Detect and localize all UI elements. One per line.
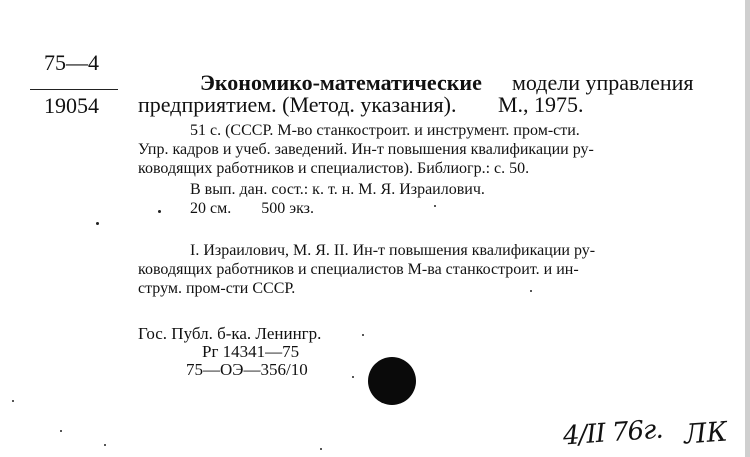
tracing-line-1: I. Израилович, М. Я. II. Ин-т повышения квалификации ру- bbox=[190, 242, 596, 259]
handwritten-initials: ЛК bbox=[682, 416, 729, 451]
tracing-line-3: струм. пром-сти СССР. bbox=[138, 280, 296, 297]
call-number-divider bbox=[30, 89, 118, 90]
library-code: Рг 14341—75 bbox=[202, 342, 300, 361]
edition-count: 500 экз. bbox=[261, 200, 314, 217]
scan-speck bbox=[320, 448, 322, 450]
card-edge bbox=[745, 0, 750, 457]
title-line-2 bbox=[138, 92, 584, 118]
scan-speck bbox=[12, 400, 14, 402]
library-name: Гос. Публ. б-ка. Ленингр. bbox=[138, 324, 322, 343]
title-bold: Экономико-математические bbox=[200, 70, 482, 95]
scan-speck bbox=[158, 210, 161, 213]
tracing-line-2: ководящих работников и специалистов М-ва станкостроит. и ин- bbox=[138, 261, 579, 278]
description-line-3: ководящих работников и специалистов). Библиогр.: с. 50. bbox=[138, 160, 530, 177]
card-number: 75—ОЭ—356/10 bbox=[186, 360, 308, 379]
title-rest: модели управления bbox=[512, 70, 694, 95]
description-line-2: Упр. кадров и учеб. заведений. Ин-т повышения квалификации ру- bbox=[138, 141, 594, 158]
scan-speck bbox=[352, 376, 354, 378]
punch-hole bbox=[368, 357, 416, 405]
scan-speck bbox=[530, 290, 532, 292]
scan-speck bbox=[362, 334, 364, 336]
title-continuation: предприятием. (Метод. указания). bbox=[138, 92, 457, 117]
scan-speck bbox=[96, 222, 99, 225]
scan-speck bbox=[60, 430, 62, 432]
imprint: М., 1975. bbox=[498, 92, 584, 117]
handwritten-date: 4/II 76г. bbox=[562, 414, 664, 452]
scan-speck bbox=[104, 444, 106, 446]
physical-description bbox=[190, 199, 314, 218]
call-number-bottom: 19054 bbox=[44, 93, 99, 118]
call-number-top: 75—4 bbox=[44, 50, 99, 75]
scan-speck bbox=[434, 205, 436, 207]
description-line-1: 51 с. (СССР. М-во станкостроит. и инструмент. пром-сти. bbox=[190, 122, 580, 139]
size: 20 см. bbox=[190, 200, 232, 217]
compiler-note: В вып. дан. сост.: к. т. н. М. Я. Израилович. bbox=[190, 181, 485, 198]
